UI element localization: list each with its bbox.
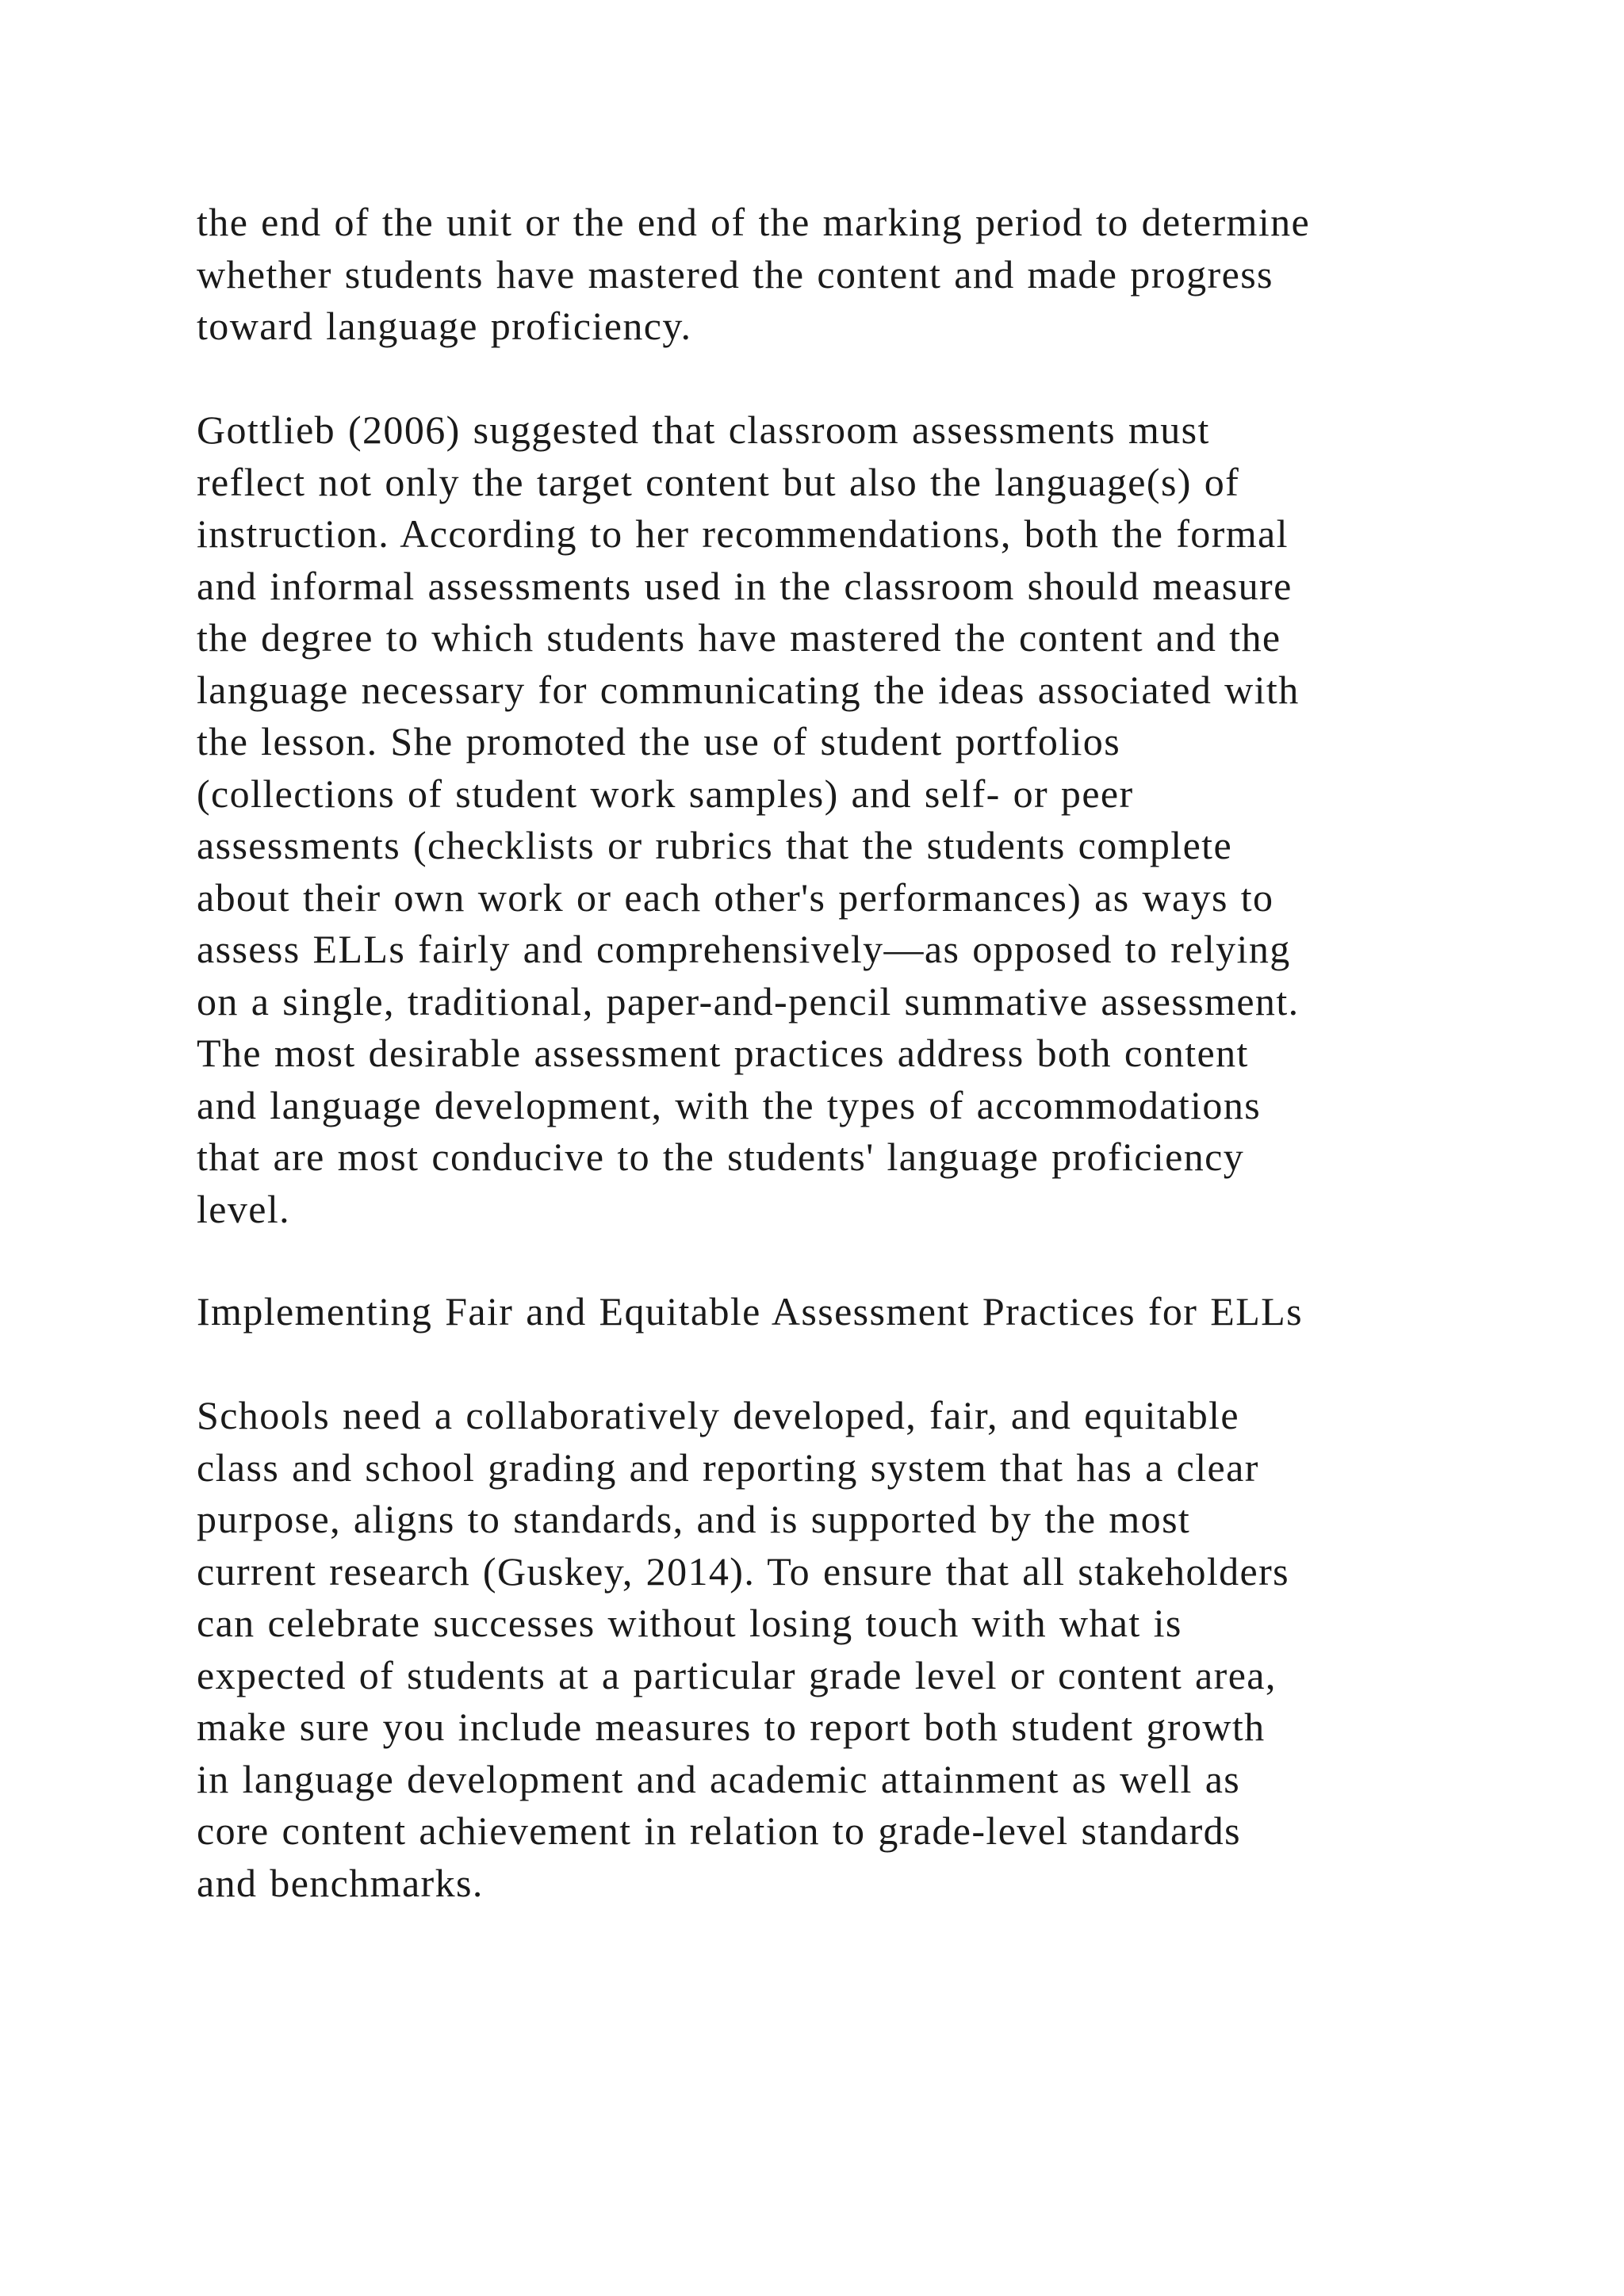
text-line: toward language proficiency. <box>197 304 692 348</box>
text-line: instruction. According to her recommendations, both the formal <box>197 511 1289 556</box>
text-line: (collections of student work samples) and self- or peer <box>197 771 1134 816</box>
text-line: assessments (checklists or rubrics that the students complete <box>197 823 1233 867</box>
text-line: The most desirable assessment practices address both content <box>197 1031 1249 1075</box>
text-line: the degree to which students have mastered the content and the <box>197 615 1281 660</box>
text-line: and benchmarks. <box>197 1860 484 1905</box>
text-line: Gottlieb (2006) suggested that classroom assessments must <box>197 408 1210 452</box>
text-line: reflect not only the target content but also the language(s) of <box>197 459 1240 504</box>
text-line: and language development, with the types of accommodations <box>197 1082 1262 1127</box>
text-line: level. <box>197 1186 291 1231</box>
paragraph-continuation <box>197 197 1465 353</box>
section-heading <box>197 1286 1465 1338</box>
text-line: core content achievement in relation to grade-level standards <box>197 1808 1241 1853</box>
heading-line: Implementing Fair and Equitable Assessment Practices for ELLs <box>197 1289 1303 1334</box>
text-line: expected of students at a particular grade level or content area, <box>197 1652 1277 1697</box>
text-line: assess ELLs fairly and comprehensively—as opposed to relying <box>197 927 1291 971</box>
paragraph-schools <box>197 1390 1465 1909</box>
paragraph-gottlieb <box>197 404 1465 1235</box>
text-line: purpose, aligns to standards, and is supported by the most <box>197 1497 1191 1541</box>
text-line: whether students have mastered the content and made progress <box>197 251 1274 297</box>
text-line: make sure you include measures to report both student growth <box>197 1705 1266 1749</box>
text-line: and informal assessments used in the classroom should measure <box>197 563 1293 608</box>
text-line: language necessary for communicating the ideas associated with <box>197 667 1300 712</box>
text-line: that are most conducive to the students' language proficiency <box>197 1135 1245 1179</box>
text-line: about their own work or each other's performances) as ways to <box>197 874 1274 920</box>
text-line: the lesson. She promoted the use of student portfolios <box>197 719 1121 763</box>
text-line: can celebrate successes without losing touch with what is <box>197 1601 1182 1645</box>
text-line: Schools need a collaboratively developed, fair, and equitable <box>197 1393 1240 1437</box>
text-line: on a single, traditional, paper-and-pencil summative assessment. <box>197 978 1300 1024</box>
text-line: current research (Guskey, 2014). To ensure that all stakeholders <box>197 1548 1290 1594</box>
text-line: class and school grading and reporting system that has a clear <box>197 1445 1259 1490</box>
text-line: in language development and academic attainment as well as <box>197 1756 1241 1801</box>
text-line: the end of the unit or the end of the marking period to determine <box>197 200 1311 244</box>
